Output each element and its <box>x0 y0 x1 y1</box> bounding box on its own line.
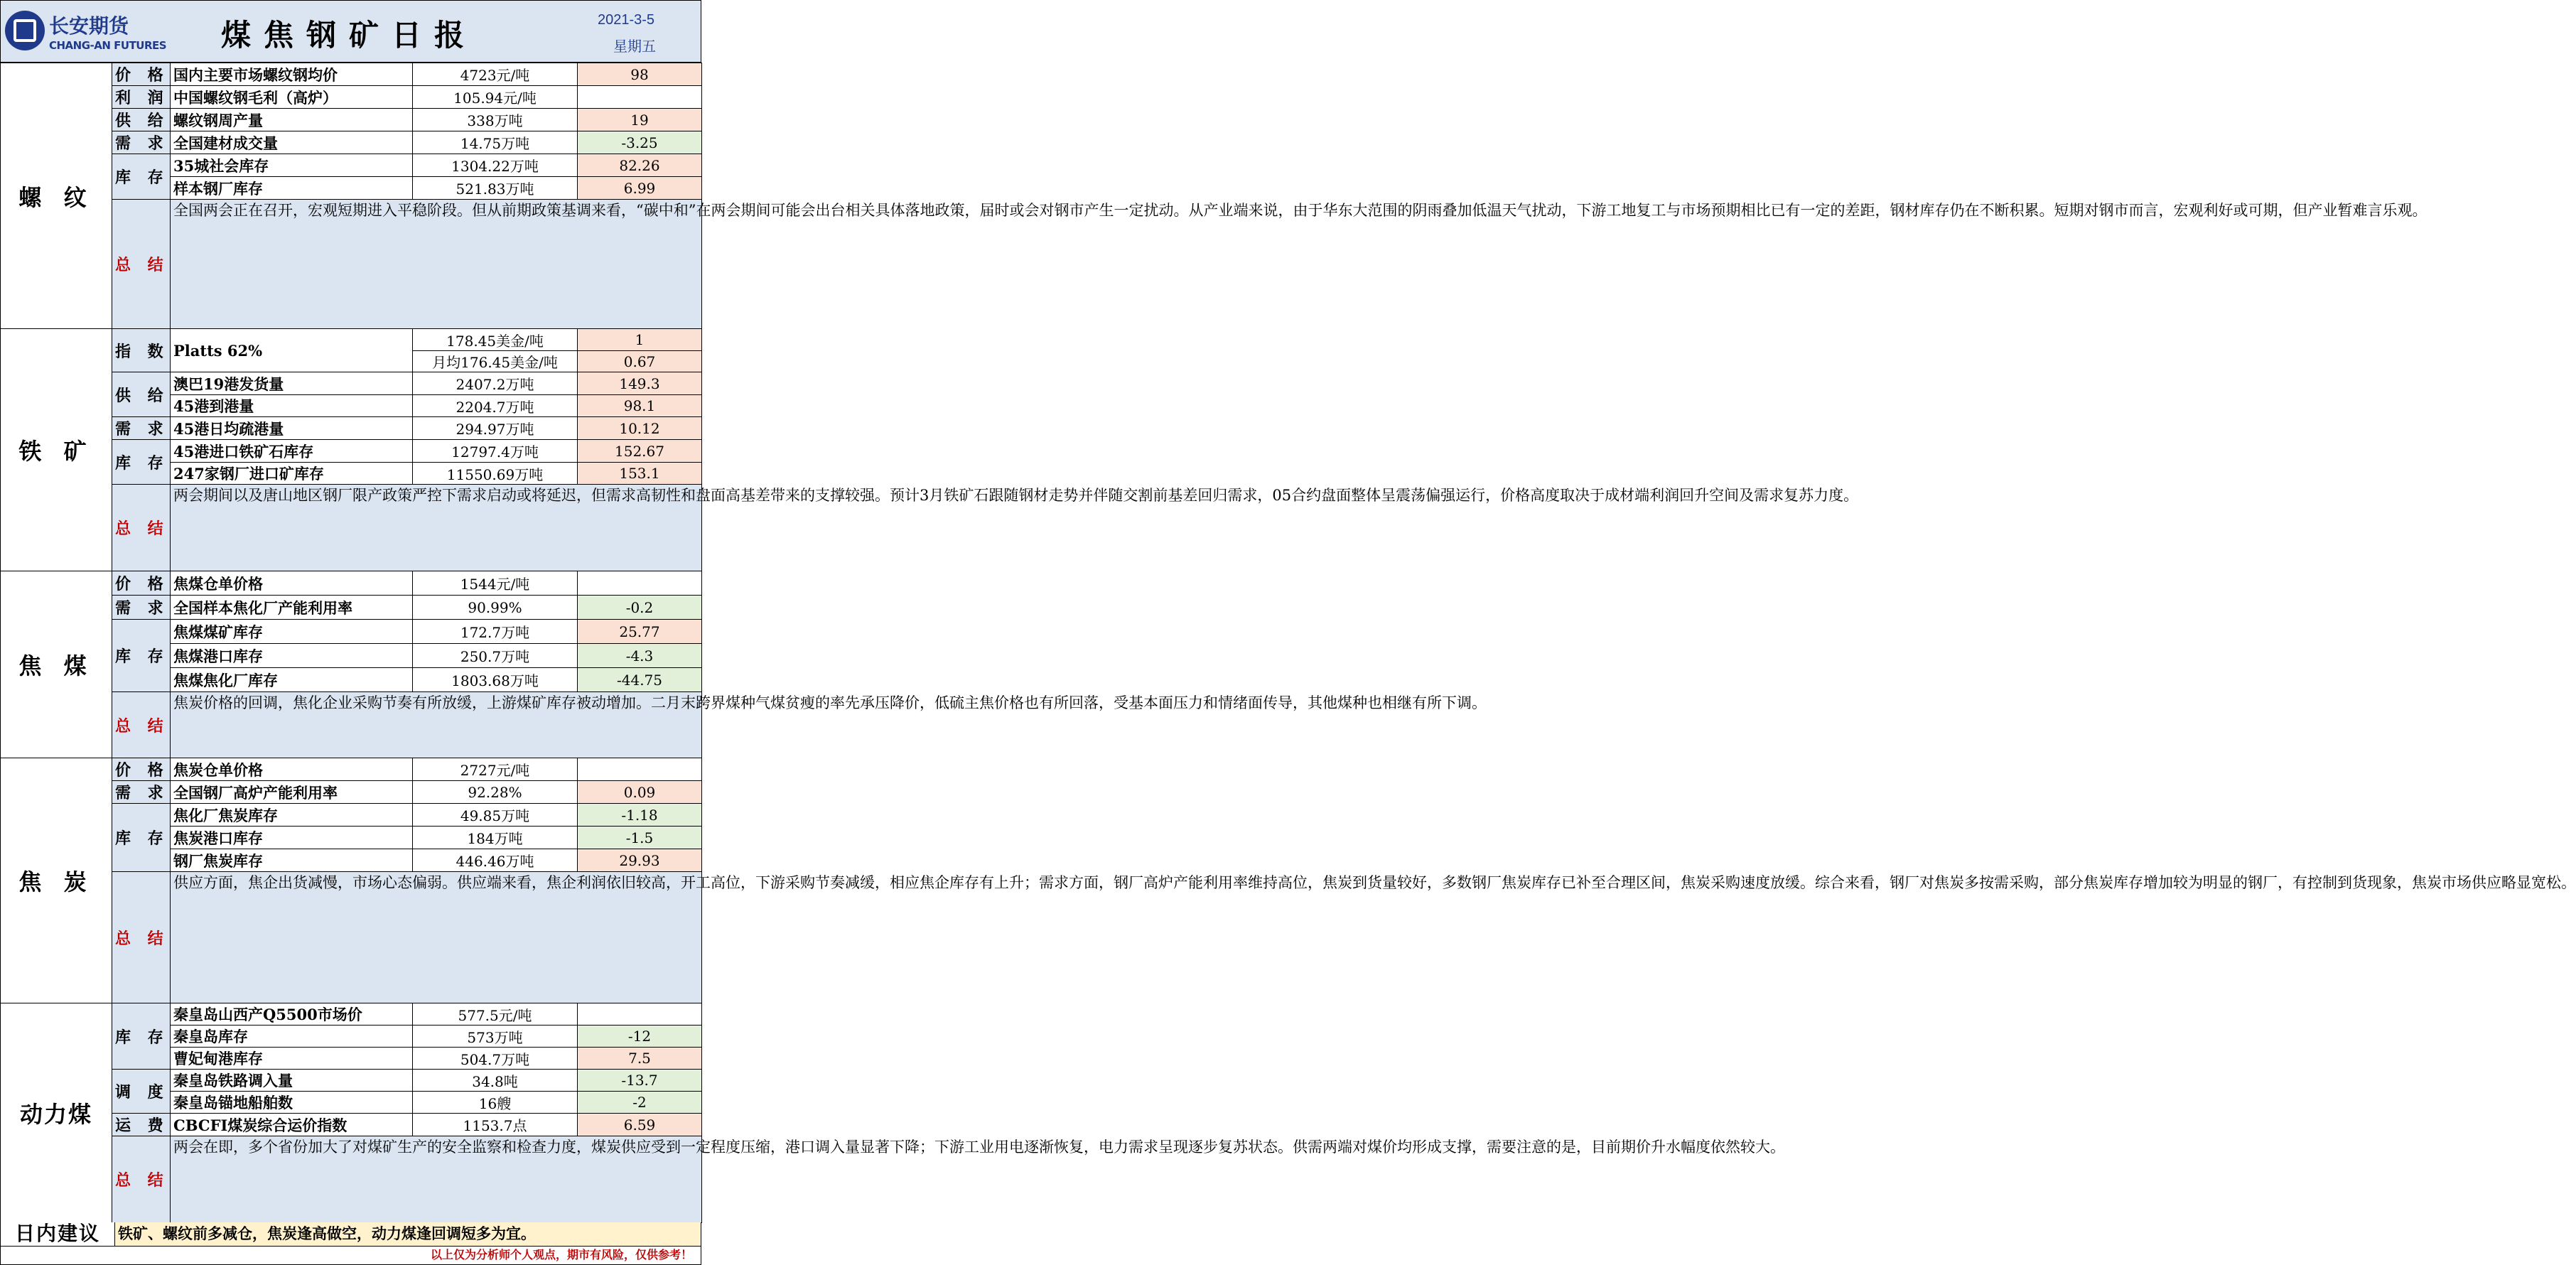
item-value: 338万吨 <box>413 109 578 131</box>
item-change <box>578 1003 702 1026</box>
item-name: Platts 62% <box>171 329 413 372</box>
item-value: 14.75万吨 <box>413 131 578 154</box>
item-change: 6.59 <box>578 1114 702 1136</box>
item-value: 105.94元/吨 <box>413 86 578 109</box>
item-name: 焦炭仓单价格 <box>171 758 413 781</box>
item-change: -1.18 <box>578 804 702 827</box>
category-label: 供 给 <box>112 109 171 131</box>
table-row <box>1 758 702 781</box>
item-name: 全国钢厂高炉产能利用率 <box>171 781 413 804</box>
table-row <box>1 1003 702 1026</box>
item-value: 92.28% <box>413 781 578 804</box>
item-name: 45港日均疏港量 <box>171 417 413 440</box>
item-change: -0.2 <box>578 596 702 620</box>
item-change: 1 <box>578 329 702 351</box>
section-label-coke: 焦 炭 <box>1 758 112 1003</box>
summary-label: 总 结 <box>112 872 171 1003</box>
item-name: 35城社会库存 <box>171 154 413 177</box>
category-label: 指 数 <box>112 329 171 372</box>
item-change: 82.26 <box>578 154 702 177</box>
item-name: 全国建材成交量 <box>171 131 413 154</box>
item-change: -4.3 <box>578 644 702 668</box>
category-label: 调 度 <box>112 1070 171 1114</box>
item-name: 45港进口铁矿石库存 <box>171 440 413 463</box>
item-value: 2407.2万吨 <box>413 372 578 395</box>
section-label-thermal-coal: 动力煤 <box>1 1003 112 1223</box>
item-value: 577.5元/吨 <box>413 1003 578 1026</box>
item-change: 10.12 <box>578 417 702 440</box>
item-name: 样本钢厂库存 <box>171 177 413 200</box>
table-row <box>1 329 702 351</box>
summary-label: 总 结 <box>112 1136 171 1223</box>
item-change: 6.99 <box>578 177 702 200</box>
item-value: 49.85万吨 <box>413 804 578 827</box>
category-label: 运 费 <box>112 1114 171 1136</box>
report-title: 煤焦钢矿日报 <box>221 18 478 53</box>
item-value: 178.45美金/吨 <box>413 329 578 351</box>
item-value: 1304.22万吨 <box>413 154 578 177</box>
item-change: 19 <box>578 109 702 131</box>
item-value: 月均176.45美金/吨 <box>413 351 578 372</box>
item-change <box>578 571 702 596</box>
logo-english-name: CHANG-AN FUTURES <box>49 39 167 52</box>
company-logo <box>5 6 167 58</box>
item-value: 90.99% <box>413 596 578 620</box>
item-change: 149.3 <box>578 372 702 395</box>
category-label: 价 格 <box>112 63 171 86</box>
item-name: 钢厂焦炭库存 <box>171 849 413 872</box>
item-name: 焦煤仓单价格 <box>171 571 413 596</box>
item-value: 504.7万吨 <box>413 1048 578 1070</box>
category-label: 库 存 <box>112 620 171 692</box>
category-label: 利 润 <box>112 86 171 109</box>
item-value: 1544元/吨 <box>413 571 578 596</box>
item-name: 焦煤煤矿库存 <box>171 620 413 644</box>
section-label-rebar: 螺 纹 <box>1 63 112 329</box>
report-date: 2021-3-5 <box>598 12 655 28</box>
item-name: 中国螺纹钢毛利（高炉） <box>171 86 413 109</box>
item-change: 153.1 <box>578 463 702 485</box>
item-value: 184万吨 <box>413 827 578 849</box>
category-label: 需 求 <box>112 417 171 440</box>
item-name: 秦皇岛锚地船舶数 <box>171 1092 413 1114</box>
item-change: 152.67 <box>578 440 702 463</box>
report-header <box>0 0 701 63</box>
item-change: -2 <box>578 1092 702 1114</box>
item-value: 12797.4万吨 <box>413 440 578 463</box>
category-label: 价 格 <box>112 571 171 596</box>
item-name: 焦煤焦化厂库存 <box>171 668 413 692</box>
item-change: 0.09 <box>578 781 702 804</box>
summary-text: 供应方面，焦企出货减慢，市场心态偏弱。供应端来看，焦企利润依旧较高，开工高位，下游采购节奏减缓，相应焦企库存有上升；需求方面，钢厂高炉产能利用率维持高位，焦炭到货量较好，多数钢厂焦炭库存已补至合理区间，焦炭采购速度放缓。综合来看，钢厂对焦炭多按需采购，部分焦炭库存增加较为明显的钢厂，有控制到货现象，焦炭市场供应略显宽松。 <box>171 872 702 1003</box>
intraday-advice <box>0 1222 701 1247</box>
item-value: 16艘 <box>413 1092 578 1114</box>
logo-emblem-icon <box>5 11 45 50</box>
item-change: -13.7 <box>578 1070 702 1092</box>
item-value: 172.7万吨 <box>413 620 578 644</box>
summary-text: 全国两会正在召开，宏观短期进入平稳阶段。但从前期政策基调来看，“碳中和”在两会期间可能会出台相关具体落地政策，届时或会对钢市产生一定扰动。从产业端来说，由于华东大范围的阴雨叠加低温天气扰动，下游工地复工与市场预期相比已有一定的差距，钢材库存仍在不断积累。短期对钢市而言，宏观利好或可期，但产业暂难言乐观。 <box>171 200 702 329</box>
item-change: 29.93 <box>578 849 702 872</box>
item-value: 294.97万吨 <box>413 417 578 440</box>
logo-chinese-name: 长安期货 <box>49 14 129 38</box>
item-name: 国内主要市场螺纹钢均价 <box>171 63 413 86</box>
category-label: 库 存 <box>112 154 171 200</box>
item-name: 螺纹钢周产量 <box>171 109 413 131</box>
category-label: 需 求 <box>112 596 171 620</box>
item-change <box>578 758 702 781</box>
item-change: 98 <box>578 63 702 86</box>
summary-text: 两会期间以及唐山地区钢厂限产政策严控下需求启动或将延迟，但需求高韧性和盘面高基差带来的支撑较强。预计3月铁矿石跟随钢材走势并伴随交割前基差回归需求，05合约盘面整体呈震荡偏强运行，价格高度取决于成材端利润回升空间及需求复苏力度。 <box>171 485 702 571</box>
item-change: 25.77 <box>578 620 702 644</box>
item-change: 98.1 <box>578 395 702 417</box>
item-value: 446.46万吨 <box>413 849 578 872</box>
item-name: 澳巴19港发货量 <box>171 372 413 395</box>
item-change: -44.75 <box>578 668 702 692</box>
item-value: 4723元/吨 <box>413 63 578 86</box>
item-name: 45港到港量 <box>171 395 413 417</box>
summary-text: 焦炭价格的回调，焦化企业采购节奏有所放缓，上游煤矿库存被动增加。二月末跨界煤种气煤贫瘦的率先承压降价，低硫主焦价格也有所回落，受基本面压力和情绪面传导，其他煤种也相继有所下调。 <box>171 692 702 758</box>
item-name: 焦煤港口库存 <box>171 644 413 668</box>
item-value: 34.8吨 <box>413 1070 578 1092</box>
section-label-coking-coal: 焦 煤 <box>1 571 112 758</box>
table-row <box>1 63 702 86</box>
item-change: 7.5 <box>578 1048 702 1070</box>
item-name: CBCFI煤炭综合运价指数 <box>171 1114 413 1136</box>
item-value: 2204.7万吨 <box>413 395 578 417</box>
item-value: 11550.69万吨 <box>413 463 578 485</box>
category-label: 供 给 <box>112 372 171 417</box>
report-weekday: 星期五 <box>613 38 656 55</box>
category-label: 需 求 <box>112 131 171 154</box>
summary-label: 总 结 <box>112 485 171 571</box>
item-name: 247家钢厂进口矿库存 <box>171 463 413 485</box>
item-name: 秦皇岛铁路调入量 <box>171 1070 413 1092</box>
summary-label: 总 结 <box>112 200 171 329</box>
item-value: 2727元/吨 <box>413 758 578 781</box>
category-label: 库 存 <box>112 804 171 872</box>
item-value: 1153.7点 <box>413 1114 578 1136</box>
table-row <box>1 571 702 596</box>
category-label: 库 存 <box>112 440 171 485</box>
category-label: 库 存 <box>112 1003 171 1070</box>
item-name: 秦皇岛山西产Q5500市场价 <box>171 1003 413 1026</box>
item-name: 焦炭港口库存 <box>171 827 413 849</box>
item-change: 0.67 <box>578 351 702 372</box>
summary-label: 总 结 <box>112 692 171 758</box>
item-change: -12 <box>578 1026 702 1048</box>
disclaimer: 以上仅为分析师个人观点，期市有风险，仅供参考！ <box>0 1247 701 1265</box>
item-name: 秦皇岛库存 <box>171 1026 413 1048</box>
advice-text: 铁矿、螺纹前多减仓，焦炭逢高做空，动力煤逢回调短多为宜。 <box>115 1222 701 1246</box>
report-table <box>0 63 2576 1223</box>
item-value: 521.83万吨 <box>413 177 578 200</box>
item-change: -3.25 <box>578 131 702 154</box>
item-value: 1803.68万吨 <box>413 668 578 692</box>
advice-label: 日内建议 <box>1 1222 115 1246</box>
item-change: -1.5 <box>578 827 702 849</box>
category-label: 价 格 <box>112 758 171 781</box>
section-label-iron-ore: 铁 矿 <box>1 329 112 571</box>
item-value: 573万吨 <box>413 1026 578 1048</box>
summary-text: 两会在即，多个省份加大了对煤矿生产的安全监察和检查力度，煤炭供应受到一定程度压缩，港口调入量显著下降；下游工业用电逐渐恢复，电力需求呈现逐步复苏状态。供需两端对煤价均形成支撑，需要注意的是，目前期价升水幅度依然较大。 <box>171 1136 702 1223</box>
item-name: 焦化厂焦炭库存 <box>171 804 413 827</box>
item-name: 全国样本焦化厂产能利用率 <box>171 596 413 620</box>
item-name: 曹妃甸港库存 <box>171 1048 413 1070</box>
item-value: 250.7万吨 <box>413 644 578 668</box>
item-change <box>578 86 702 109</box>
category-label: 需 求 <box>112 781 171 804</box>
